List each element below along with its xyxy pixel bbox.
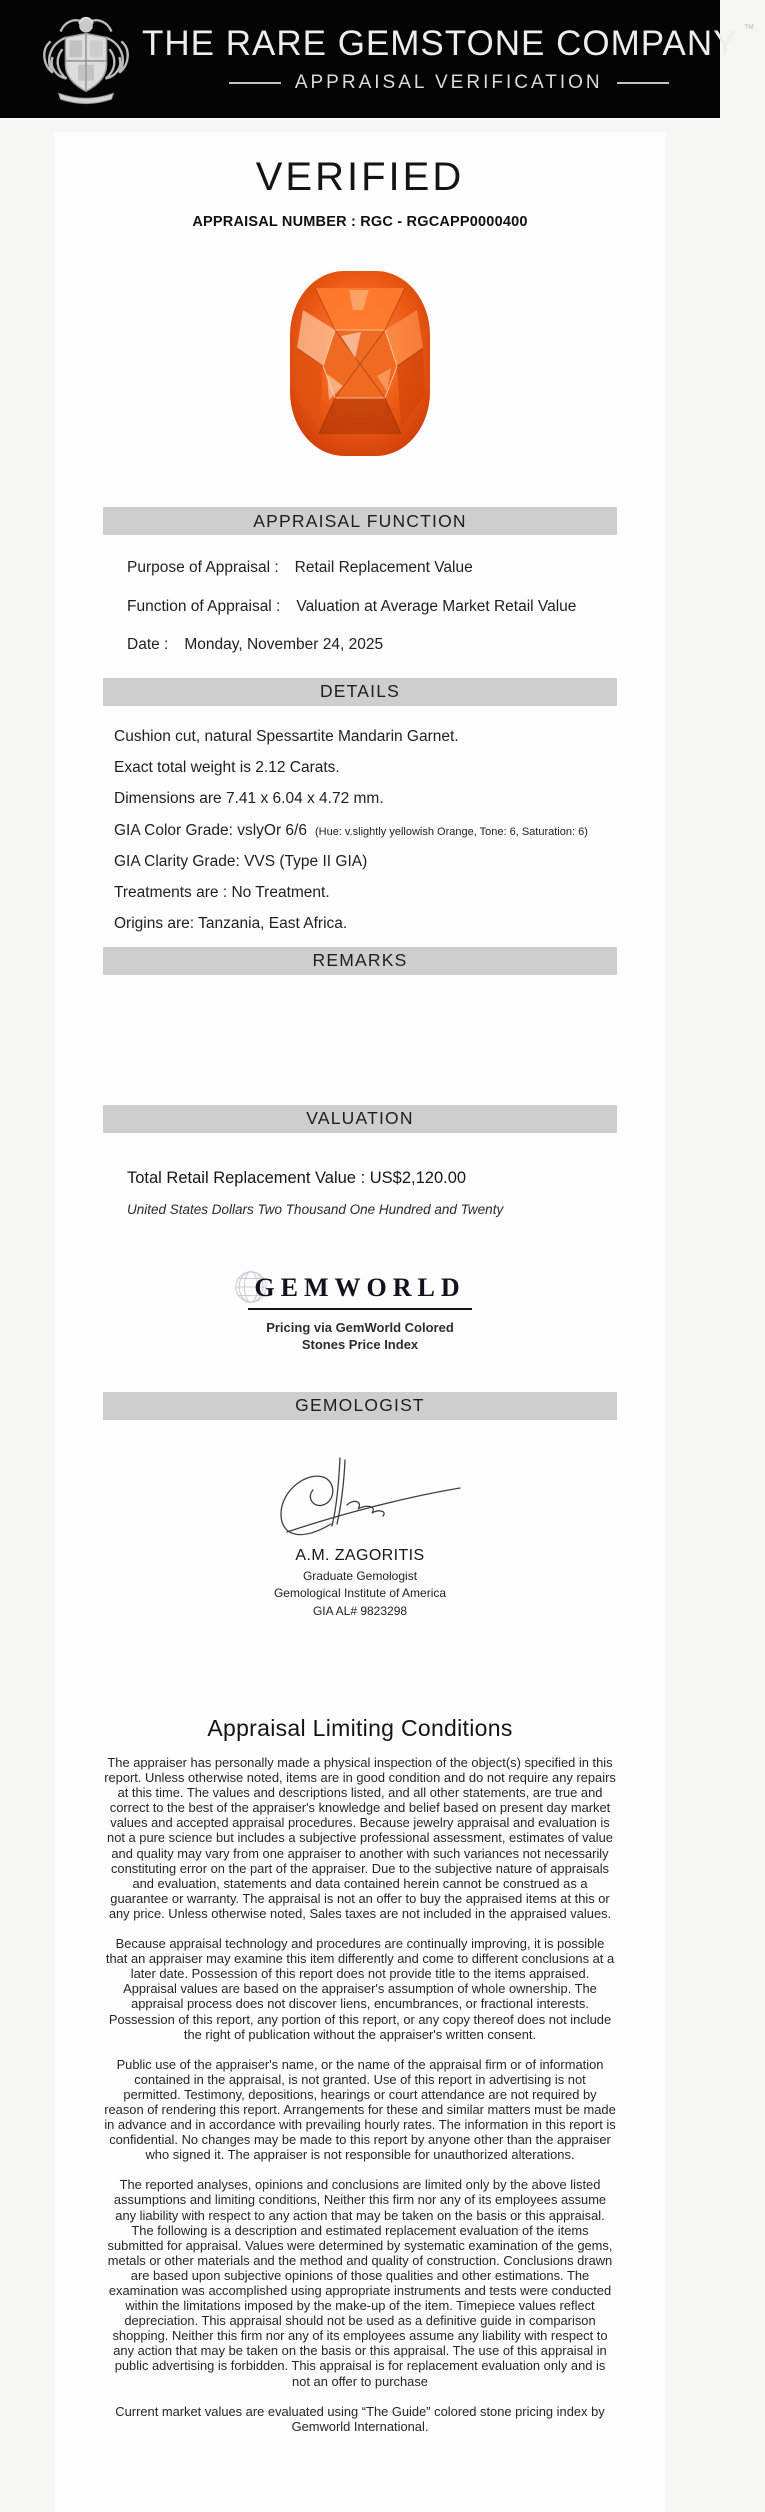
limiting-paragraph-4: The reported analyses, opinions and conclusions are limited only by the above listed assumptions and limiting conditions, Neither this firm nor any of its employees assume any liability with respect to any action that may be taken on the basis or this appraisal. The following is a description and estimated replacement evaluation of the items submitted for appraisal. Values were determined by systematic examination of the gems, metals or other materials and the method and quality of construction. Conclusions drawn are based upon subjective opinions of those qualities and other estimations. The examination was accomplished using appropriate instruments and tests were conducted within the limitations imposed by the make-up of the item. Timepiece values reflect depreciation. This appraisal should not be used as a definitive guide in comparison shopping. Neither this firm nor any of its employees assume any liability with respect to any action that may be taken on the basis or this appraisal. The use of this appraisal in public advertising is forbidden. This appraisal is for replacement evaluation only and is not an offer to purchase [107, 2177, 613, 2389]
valuation-in-words: United States Dollars Two Thousand One Hundred and Twenty [127, 1201, 504, 1217]
company-name: THE RARE GEMSTONE COMPANY ™ [142, 23, 756, 63]
detail-clarity-grade: GIA Clarity Grade: VVS (Type II GIA) [114, 852, 368, 870]
gemworld-logo [248, 1273, 471, 1310]
verified-status: VERIFIED [255, 155, 465, 199]
date-value: Monday, November 24, 2025 [184, 636, 384, 654]
gemologist-credentials [55, 1568, 665, 1620]
gemworld-pricing-block [55, 1273, 665, 1354]
left-dash-decoration [229, 82, 281, 84]
valuation-content [103, 1169, 617, 1217]
section-header-remarks: REMARKS [103, 947, 617, 975]
right-dash-decoration [617, 82, 669, 84]
date-row [127, 636, 617, 655]
detail-treatments: Treatments are : No Treatment. [114, 884, 330, 902]
limiting-paragraph-1: The appraiser has personally made a physical inspection of the object(s) specified in this report. Unless otherwise noted, items are in good condition and do not require any repairs at this time. The values and descriptions listed, and all other statements, are true and correct to the best of the appraiser's knowledge and belief based on present day market values and accepted appraisal procedures. Because jewelry appraisal and evaluation is not a pure science but includes a subjective professional assessment, estimates of value and quality may vary from one appraiser to another with such variances not necessarily constituting error on the part of the appraiser. Due to the subjective nature of appraisals and evaluation, statements and data contained herein cannot be construed as a guarantee or warranty. The appraisal is not an offer to buy the appraised items at this or any price. Unless otherwise noted, Sales taxes are not included in the appraised values. [104, 1755, 616, 1921]
pricing-note-line1: Pricing via GemWorld Colored [266, 1319, 454, 1335]
valuation-total: Total Retail Replacement Value : US$2,120.00 [127, 1168, 467, 1187]
detail-cut: Cushion cut, natural Spessartite Mandarin Garnet. [114, 727, 459, 745]
header-subtitle-row [229, 73, 669, 92]
purpose-value: Retail Replacement Value [294, 559, 473, 576]
details-rows [90, 728, 630, 934]
limiting-paragraph-5: Current market values are evaluated using “The Guide” colored stone pricing index by Gemworld International. [115, 2403, 605, 2434]
page-header [0, 0, 756, 118]
trademark-symbol: ™ [743, 23, 756, 35]
appraisal-function-rows [103, 559, 617, 655]
appraisal-number: APPRAISAL NUMBER : RGC - RGCAPP0000400 [192, 214, 528, 230]
detail-color-grade [114, 822, 630, 840]
gemologist-name: A.M. ZAGORITIS [295, 1546, 425, 1564]
appraisal-verification-label: APPRAISAL VERIFICATION [294, 72, 603, 93]
pricing-note [55, 1319, 665, 1354]
purpose-label: Purpose of Appraisal : [127, 559, 279, 576]
company-crest-icon [30, 9, 142, 109]
credential-title: Graduate Gemologist [302, 1568, 418, 1583]
function-row [127, 598, 617, 617]
section-header-details: DETAILS [103, 678, 617, 706]
credential-institute: Gemological Institute of America [273, 1586, 447, 1601]
function-value: Valuation at Average Market Retail Value [296, 597, 577, 615]
section-header-gemologist: GEMOLOGIST [103, 1392, 617, 1420]
detail-weight: Exact total weight is 2.12 Carats. [114, 759, 340, 777]
date-label: Date : [127, 636, 169, 654]
gemstone-image [55, 266, 665, 461]
gemologist-signature [55, 1450, 665, 1545]
certificate-panel [55, 132, 665, 2512]
remarks-empty-area [55, 975, 665, 1105]
color-grade-text: GIA Color Grade: vslyOr 6/6 [114, 821, 307, 839]
section-header-appraisal-function: APPRAISAL FUNCTION [103, 507, 617, 535]
gemworld-wordmark: GEMWORLD [254, 1272, 466, 1302]
pricing-note-line2: Stones Price Index [301, 1337, 419, 1353]
function-label: Function of Appraisal : [127, 597, 281, 615]
limiting-paragraph-3: Public use of the appraiser's name, or the name of the appraisal firm or of information contained in the appraisal, is not granted. Use of this report in advertising is not permitted. Testimony, depositions, hearings or court attendance are not required by reason of rendering this report. Arrangements for these and similar matters must be made in advance and in accordance with prevailing hourly rates. The information in this report is confidential. No changes may be made to this report by anyone other than the appraiser who signed it. The appraiser is not responsible for unauthorized alterations. [104, 2056, 616, 2163]
detail-origins: Origins are: Tanzania, East Africa. [114, 915, 348, 933]
limiting-paragraph-2: Because appraisal technology and procedures are continually improving, it is possible that an appraiser may examine this item differently and come to different conclusions at a later date. Possession of this report does not provide title to the items appraised. Appraisal values are based on the appraiser's assumption of whole ownership. The appraisal process does not discover liens, encumbrances, or fractional interests. Possession of this report, any portion of this report, or any copy thereof does not include the right of publication without the appraiser's written consent. [105, 1936, 615, 2042]
header-titles [142, 23, 765, 93]
detail-dimensions: Dimensions are 7.41 x 6.04 x 4.72 mm. [114, 790, 384, 808]
limiting-conditions-title: Appraisal Limiting Conditions [207, 1715, 513, 1742]
purpose-row [127, 559, 617, 578]
credential-license: GIA AL# 9823298 [312, 1603, 408, 1618]
section-header-valuation: VALUATION [103, 1105, 617, 1133]
color-grade-note: (Hue: v.slightly yellowish Orange, Tone: 6, Saturation: 6) [314, 825, 588, 838]
